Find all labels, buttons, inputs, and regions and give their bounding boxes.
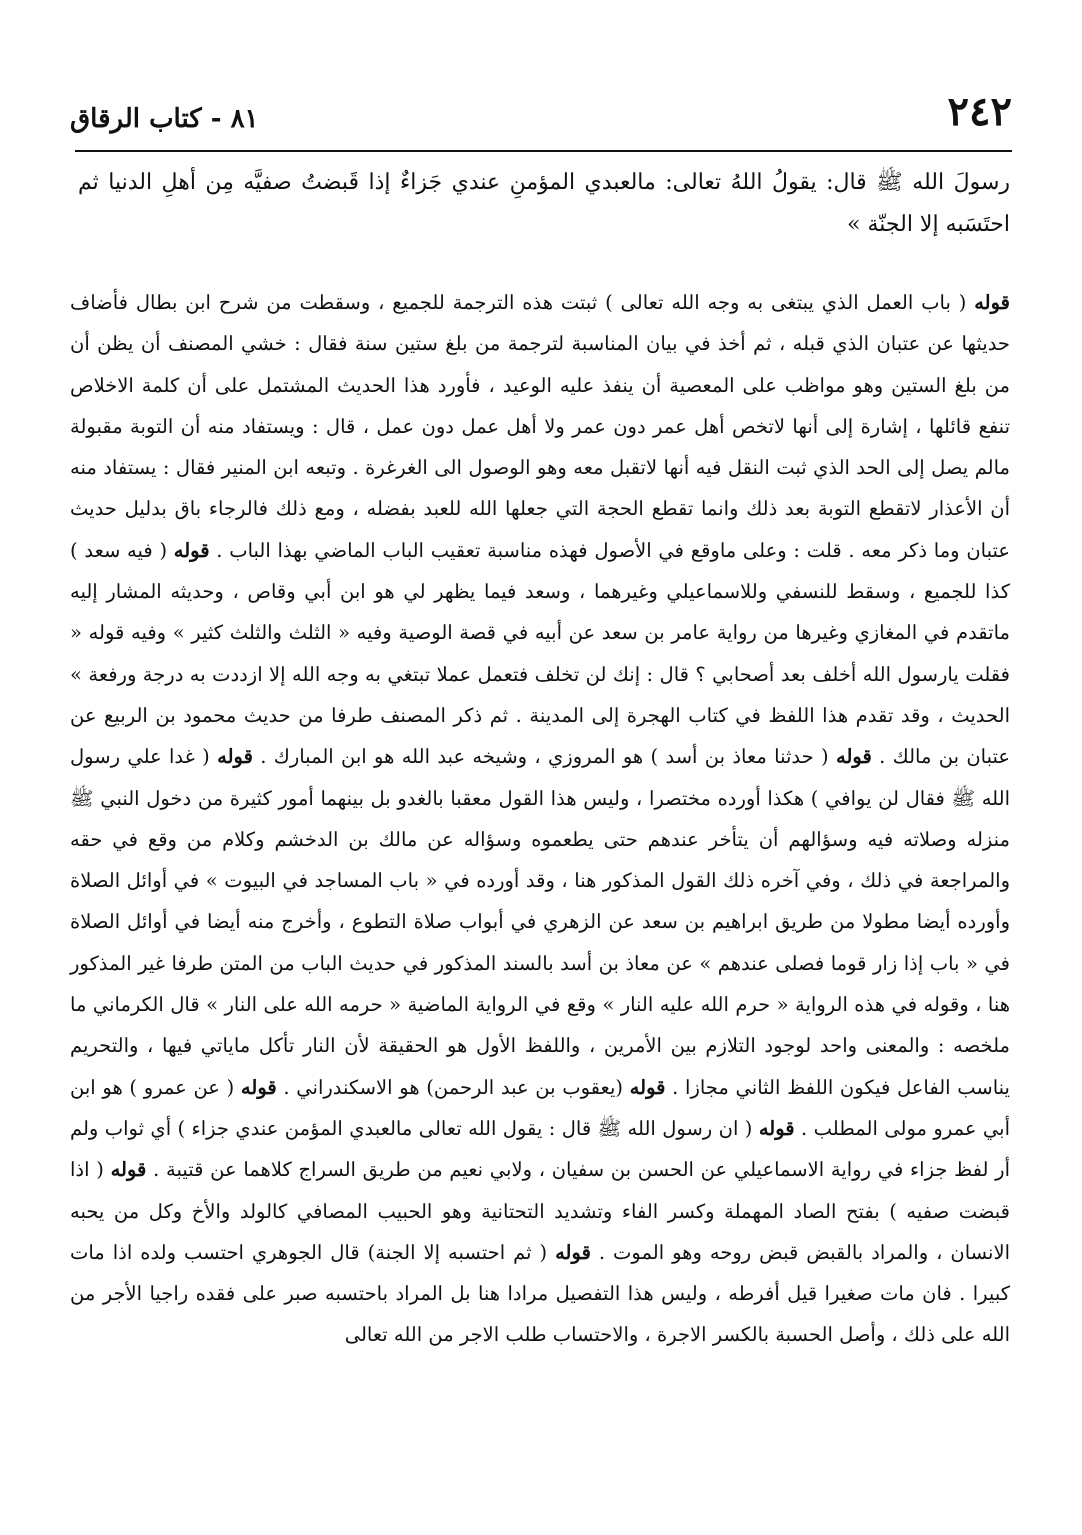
qawluhu-marker: قوله [835, 745, 872, 769]
commentary-body [70, 282, 1010, 1356]
commentary-text: ( باب العمل الذي يبتغى به وجه الله تعالى ) ثبتت هذه الترجمة للجميع ، وسقطت من شرح ابن بطال فأضاف حديثها عن عتبان الذي قبله ، ثم أخذ في بيان المناسبة لترجمة من بلغ ستين سنة فقال : خشي المصنف أن يظن أن من بلغ الستين وهو مواظب على المعصية أن ينفذ عليه الوعيد ، فأورد هذا الحديث المشتمل على أن كلمة الاخلاص تنفع قائلها ، إشارة إلى أنها لاتخص أهل عمر دون عمر ولا أهل عمل دون عمل ، قال : ويستفاد منه أن التوبة مقبولة مالم يصل إلى الحد الذي ثبت النقل فيه أنها لاتقبل معه وهو الوصول الى الغرغرة . وتبعه ابن المنير فقال : يستفاد منه أن الأعذار لاتقطع التوبة بعد ذلك وانما تقطع الحجة التي جعلها الله للعبد بفضله ، ومع ذلك فالرجاء باق بدليل حديث عتبان وما ذكر معه . قلت : وعلى ماوقع في الأصول فهذه مناسبة تعقيب الباب الماضي بهذا الباب . [70, 291, 1011, 562]
chapter-title: ٨١ - كتاب الرقاق [70, 104, 259, 134]
commentary-segment [253, 745, 872, 768]
qawluhu-marker: قوله [629, 1075, 666, 1099]
commentary-text: ( عن عمرو ) هو ابن أبي عمرو مولى المطلب . [70, 1075, 1010, 1140]
commentary-text: ( ان رسول الله ﷺ قال : يقول الله تعالى مالعبدي المؤمن عندي جزاء ) أي ثواب ولم أر لفظ جزاء في رواية الاسماعيلي عن الحسن بن سفيان ، ولابي نعيم من طريق السراج كلاهما عن قتيبة . [70, 1116, 1010, 1182]
qawluhu-marker: قوله [110, 1158, 147, 1182]
header-rule [75, 150, 1012, 152]
page-header [70, 86, 1012, 146]
qawluhu-marker: قوله [555, 1240, 591, 1264]
page-number: ٢٤٢ [947, 88, 1012, 135]
commentary-text: ( حدثنا معاذ بن أسد ) هو المروزي ، وشيخه عبد الله هو ابن المبارك . [252, 745, 836, 769]
hadith-text: رسولَ الله ﷺ قال: يقولُ اللهُ تعالى: مالعبدي المؤمنِ عندي جَزاءٌ إذا قَبضتُ صفيَّه مِن أهلِ الدنيا ثم احتَسَبه إلا الجنّة » [78, 170, 1010, 237]
qawluhu-marker: قوله [173, 538, 210, 562]
qawluhu-marker: قوله [240, 1075, 277, 1099]
qawluhu-marker: قوله [758, 1116, 795, 1140]
commentary-text: ( غدا علي رسول الله ﷺ فقال لن يوافي ) هكذا أورده مختصرا ، وليس هذا القول معقبا بالغدو بل بينهما أمور كثيرة من دخول النبي ﷺ منزله وصلاته فيه وسؤالهم أن يتأخر عندهم حتى يطعموه وسؤاله عن مالك بن الدخشم وكلام من وقع في حقه والمراجعة في ذلك ، وفي آخره ذلك القول المذكور هنا ، وقد أورده في « باب المساجد في البيوت » في أوائل الصلاة وأورده أيضا مطولا من طريق ابراهيم بن سعد عن الزهري في أبواب صلاة التطوع ، وأخرج منه أيضا في أوائل الصلاة في « باب إذا زار قوما فصلى عندهم » عن معاذ بن أسد بالسند المذكور في حديث الباب من المتن طرفا غير المذكور هنا ، وقوله في هذه الرواية « حرم الله عليه النار » وقع في الرواية الماضية « حرمه الله على النار » قال الكرماني ما ملخصه : والمعنى واحد لوجود التلازم بين الأمرين ، واللفظ الأول هو الحقيقة لأن النار تأكل ماياتي فيها ، والتحريم يناسب الفاعل فيكون اللفظ الثاني مجازا . [70, 745, 1010, 1099]
commentary-text: ( اذا قبضت صفيه ) بفتح الصاد المهملة وكسر الفاء وتشديد التحتانية وهو الحبيب المصافي كالولد والأخ وكل من يحبه الانسان ، والمراد بالقبض قبض روحه وهو الموت . [70, 1158, 1011, 1264]
commentary-text: ( فيه سعد ) كذا للجميع ، وسقط للنسفي وللاسماعيلي وغيرهما ، وسعد فيما يظهر لي هو ابن أبي وقاص ، وحديثه المشار إليه ماتقدم في المغازي وغيرها من رواية عامر بن سعد عن أبيه في قصة الوصية وفيه « الثلث والثلث كثير » وفيه قوله « فقلت يارسول الله أخلف بعد أصحابي ؟ قال : إنك لن تخلف فتعمل عملا تبتغي به وجه الله إلا ازددت به درجة ورفعة » الحديث ، وقد تقدم هذا اللفظ في كتاب الهجرة إلى المدينة . ثم ذكر المصنف طرفا من حديث محمود بن الربيع عن عتبان بن مالك . [70, 538, 1010, 769]
commentary-segment [70, 745, 1010, 1098]
commentary-segment [70, 539, 1010, 768]
commentary-text: ( ثم احتسبه إلا الجنة) قال الجوهري احتسب ولده اذا مات كبيرا . فان مات صغيرا قيل أفرطه ، وليس هذا التفصيل مرادا هنا بل المراد باحتسبه صبر على فقده راجيا الأجر من الله على ذلك ، وأصل الحسبة بالكسر الاجرة ، والاحتساب طلب الاجر من الله تعالى [70, 1240, 1010, 1347]
commentary-segment [277, 1076, 666, 1099]
qawluhu-marker: قوله [974, 291, 1010, 314]
qawluhu-marker: قوله [217, 745, 253, 769]
commentary-segment [70, 291, 1010, 562]
commentary-text: (يعقوب بن عبد الرحمن) هو الاسكندراني . [276, 1075, 630, 1099]
